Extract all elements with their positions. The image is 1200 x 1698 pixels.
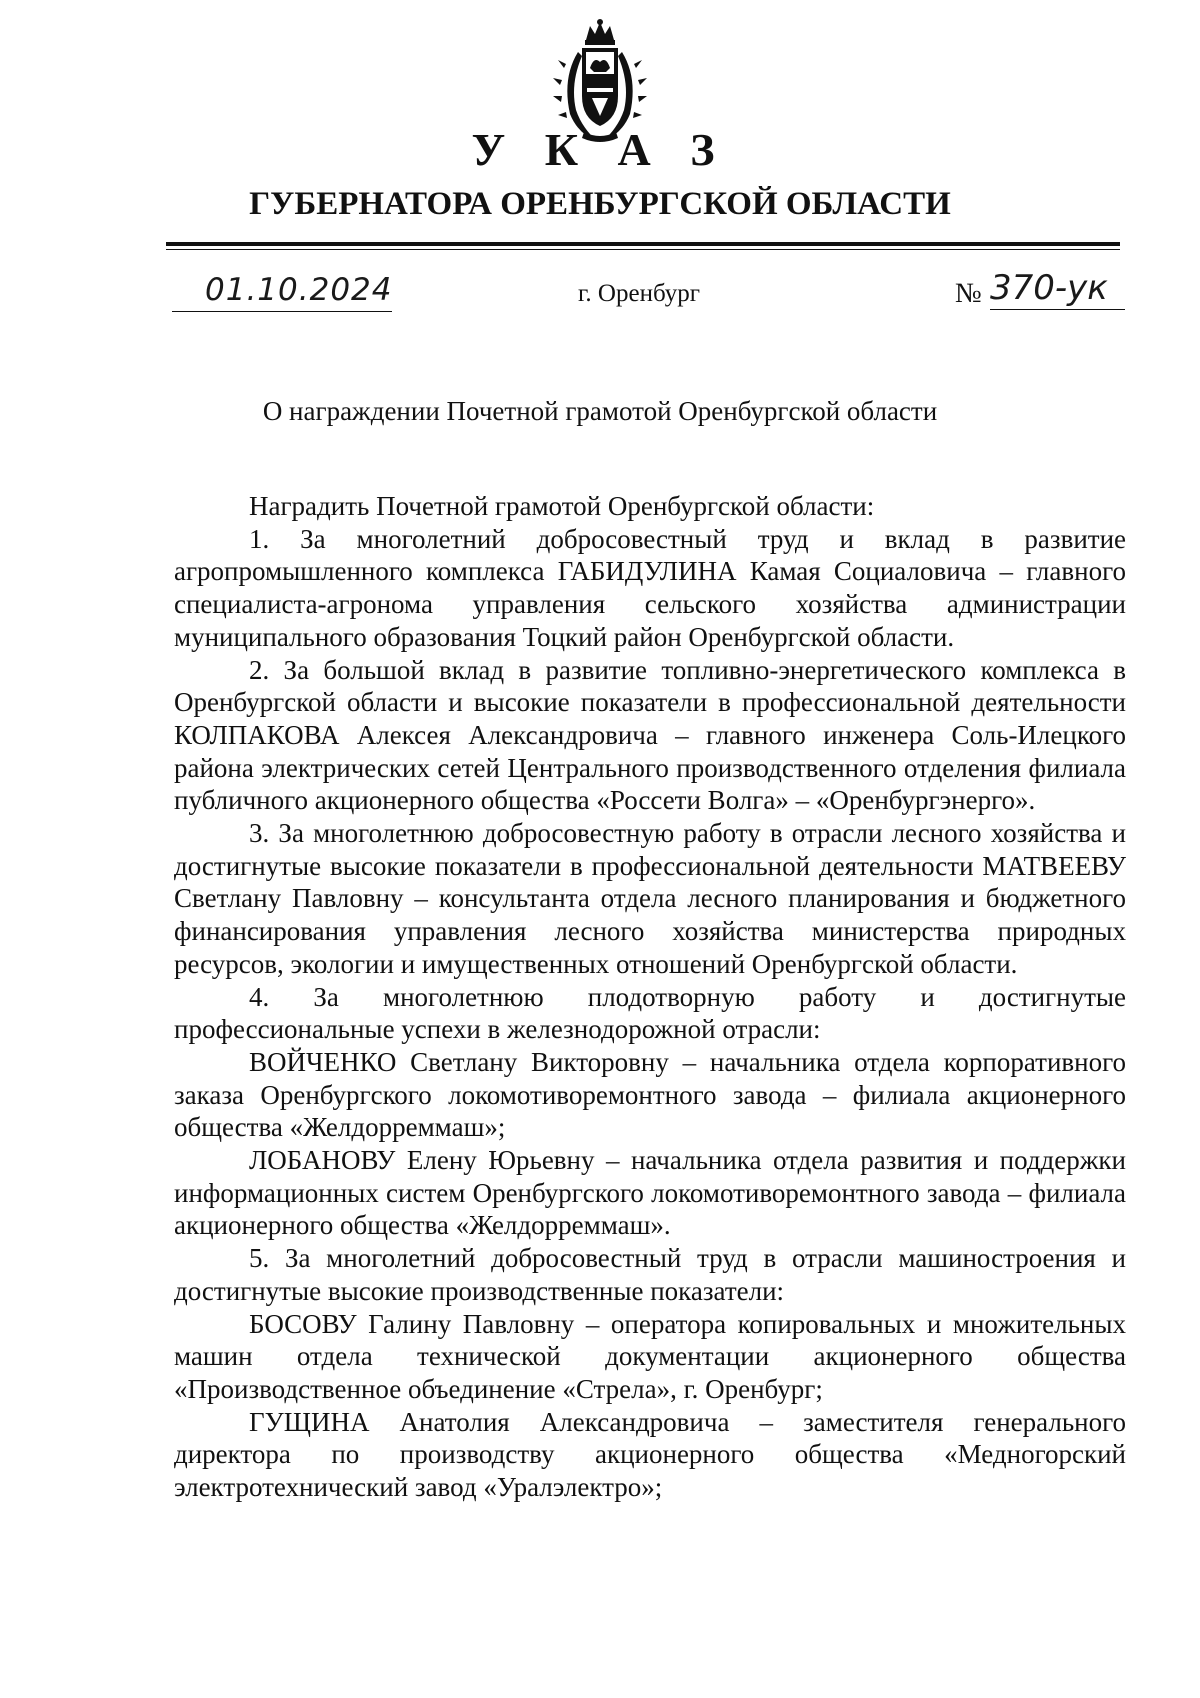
decree-subject: О награждении Почетной грамотой Оренбургской области bbox=[262, 396, 938, 426]
number-label: № bbox=[955, 278, 982, 309]
decree-date: 01.10.2024 bbox=[205, 272, 393, 308]
paragraph-item-3: 3. За многолетнюю добросовестную работу в отрасли лесного хозяйства и достигнутые высокие показатели в профессиональной деятельности МАТВЕЕВУ Светлану Павловну – консультанта отдела лесного планирования и бюджетного финансирования управления лесного хозяйства министерства природных ресурсов, экологии и имущественных отношений Оренбургской области. bbox=[174, 818, 1126, 979]
date-underline bbox=[172, 311, 392, 312]
number-underline bbox=[990, 309, 1125, 310]
paragraph-item-4-person-1: ВОЙЧЕНКО Светлану Викторовну – начальника отдела корпоративного заказа Оренбургского локомотиворемонтного завода – филиала акционерного общества «Желдорреммаш»; bbox=[174, 1046, 1126, 1143]
decree-number: 370-ук bbox=[990, 268, 1108, 308]
paragraph-item-2: 2. За большой вклад в развитие топливно-энергетического комплекса в Оренбургской области и высокие показатели в профессиональной деятельности КОЛПАКОВА Алексея Александровича – главного инженера Соль-Илецкого района электрических сетей Центрального производственного отделения филиала публичного акционерного общества «Россети Волга» – «Оренбургэнерго». bbox=[174, 654, 1126, 816]
paragraph-item-5: 5. За многолетний добросовестный труд в отрасли машиностроения и достигнутые высокие производственные показатели: bbox=[174, 1243, 1126, 1306]
decree-issuer: ГУБЕРНАТОРА ОРЕНБУРГСКОЙ ОБЛАСТИ bbox=[249, 186, 951, 222]
paragraph-item-5-person-1: БОСОВУ Галину Павловну – оператора копировальных и множительных машин отдела технической документации акционерного общества «Производственное объединение «Стрела», г. Оренбург; bbox=[174, 1308, 1126, 1404]
decree-body bbox=[174, 490, 1126, 1504]
paragraph-item-5-person-2: ГУЩИНА Анатолия Александровича – заместителя генерального директора по производству акционерного общества «Медногорский электротехнический завод «Уралэлектро»; bbox=[174, 1406, 1126, 1503]
paragraph-item-4: 4. За многолетнюю плодотворную работу и достигнутые профессиональные успехи в железнодорожной отрасли: bbox=[174, 981, 1126, 1045]
decree-city: г. Оренбург bbox=[578, 280, 700, 307]
header-divider-thick bbox=[166, 242, 1120, 246]
header-divider-thin bbox=[166, 249, 1120, 250]
paragraph-intro: Наградить Почетной грамотой Оренбургской области: bbox=[249, 491, 875, 521]
paragraph-item-1: 1. За многолетний добросовестный труд и вклад в развитие агропромышленного комплекса ГАБИДУЛИНА Камая Социаловича – главного специалиста-агронома управления сельского хозяйства администрации муниципального образования Тоцкий район Оренбургской области. bbox=[174, 523, 1126, 652]
paragraph-item-4-person-2: ЛОБАНОВУ Елену Юрьевну – начальника отдела развития и поддержки информационных систем Оренбургского локомотиворемонтного завода – филиала акционерного общества «Желдорреммаш». bbox=[174, 1145, 1126, 1241]
decree-title: У К А З bbox=[471, 124, 729, 175]
